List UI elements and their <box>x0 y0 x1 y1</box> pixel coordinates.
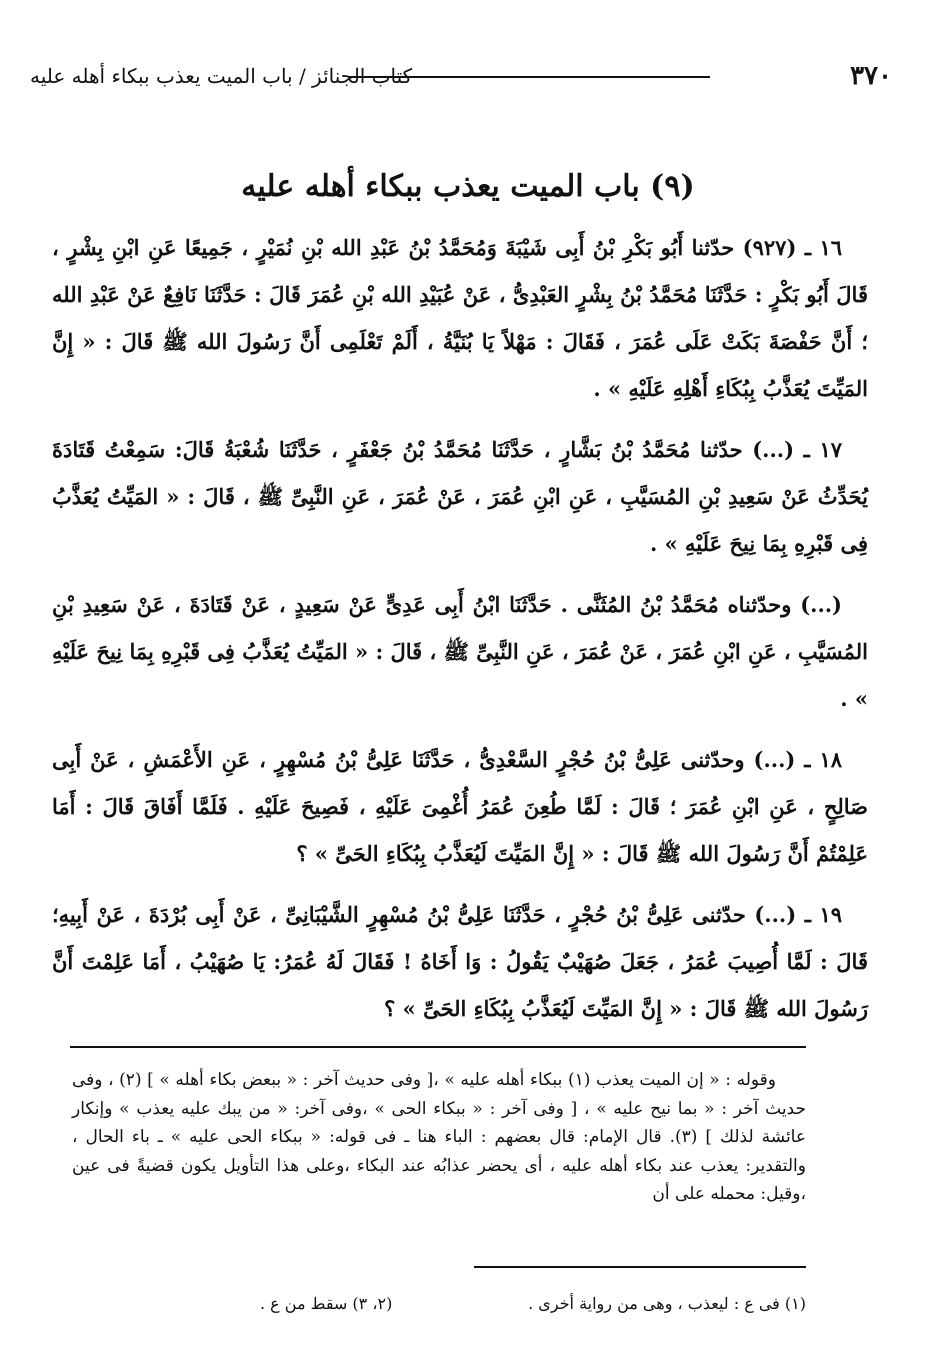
page-number: ٣٧٠ <box>850 61 892 91</box>
hadith-18: ١٨ ـ (...) وحدّثنى عَلِىُّ بْنُ حُجْرٍ السَّعْدِىُّ ، حَدَّثَنَا عَلِىُّ بْنُ مُسْهِرٍ ، عَنِ الأَعْمَشِ ، عَنْ أَبِى صَالِحٍ ، عَنِ ابْنِ عُمَرَ ؛ قَالَ : لَمَّا طُعِنَ عُمَرُ أُغْمِىَ عَلَيْهِ ، فَصِيحَ عَلَيْهِ . فَلَمَّا أَفَاقَ قَالَ : أَمَا عَلِمْتُمْ أَنَّ رَسُولَ الله ﷺ قَالَ : « إِنَّ المَيِّتَ لَيُعَذَّبُ بِبُكَاءِ الحَىِّ » ؟ <box>52 747 868 866</box>
hadith-17: ١٧ ـ (...) حدّثنا مُحَمَّدُ بْنُ بَشَّارٍ ، حَدَّثَنَا مُحَمَّدُ بْنُ جَعْفَرٍ ، حَدَّثَنَا شُعْبَةُ قَالَ: سَمِعْتُ قَتَادَةَ يُحَدِّثُ عَنْ سَعِيدِ بْنِ المُسَيَّبِ ، عَنِ ابْنِ عُمَرَ ، عَنْ عُمَرَ ، عَنِ النَّبِىِّ ﷺ ، قَالَ : « المَيِّتُ يُعَذَّبُ فِى قَبْرِهِ بِمَا نِيحَ عَلَيْهِ » . <box>52 437 868 556</box>
hadith-17-variant: (...) وحدّثناه مُحَمَّدُ بْنُ المُثَنَّى . حَدَّثَنَا ابْنُ أَبِى عَدِىٍّ عَنْ سَعِيدٍ ، عَنْ قَتَادَةَ ، عَنْ سَعِيدِ بْنِ المُسَيَّبِ ، عَنِ ابْنِ عُمَرَ ، عَنْ عُمَرَ ، عَنِ النَّبِىِّ ﷺ ، قَالَ : « المَيِّتُ يُعَذَّبُ فِى قَبْرِهِ بِمَا نِيحَ عَلَيْهِ » . <box>52 592 868 711</box>
hadith-body <box>52 224 868 1046</box>
commentary-section <box>72 1066 806 1209</box>
footnote-2-3: (٢، ٣) سقط من ع . <box>260 1294 393 1313</box>
footnote-1: (١) فى ع : ليعذب ، وهى من رواية أخرى . <box>528 1294 806 1313</box>
commentary-divider <box>70 1046 806 1048</box>
page-header <box>30 58 906 94</box>
running-head: كتاب الجنائز / باب الميت يعذب ببكاء أهله عليه <box>30 64 413 88</box>
hadith-19: ١٩ ـ (...) حدّثنى عَلِىُّ بْنُ حُجْرٍ ، حَدَّثَنَا عَلِىُّ بْنُ مُسْهِرٍ الشَّيْبَانِىِّ ، عَنْ أَبِى بُرْدَةَ ، عَنْ أَبِيهِ؛ قَالَ : لَمَّا أُصِيبَ عُمَرُ ، جَعَلَ صُهَيْبٌ يَقُولُ : وَا أَخَاهُ ! فَقَالَ لَهُ عُمَرُ: يَا صُهَيْبُ ، أَمَا عَلِمْتَ أَنَّ رَسُولَ الله ﷺ قَالَ : « إِنَّ المَيِّتَ لَيُعَذَّبُ بِبُكَاءِ الحَىِّ » ؟ <box>52 902 868 1021</box>
chapter-title: (٩) باب الميت يعذب ببكاء أهله عليه <box>241 169 695 204</box>
hadith-16: ١٦ ـ (٩٢٧) حدّثنا أَبُو بَكْرِ بْنُ أَبِى شَيْبَةَ وَمُحَمَّدُ بْنُ عَبْدِ الله بْنِ نُمَيْرٍ ، جَمِيعًا عَنِ ابْنِ بِشْرٍ ، قَالَ أَبُو بَكْرٍ : حَدَّثَنَا مُحَمَّدُ بْنُ بِشْرٍ العَبْدِىُّ ، عَنْ عُبَيْدِ الله بْنِ عُمَرَ قَالَ : حَدَّثَنَا نَافِعٌ عَنْ عَبْدِ الله ؛ أَنَّ حَفْصَةَ بَكَتْ عَلَى عُمَرَ ، فَقَالَ : مَهْلاً يَا بُنَيَّةُ ، أَلَمْ تَعْلَمِى أَنَّ رَسُولَ الله ﷺ قَالَ : « إِنَّ المَيِّتَ يُعَذَّبُ بِبُكَاءِ أَهْلِهِ عَلَيْهِ » . <box>52 235 868 401</box>
footnote-divider <box>474 1266 806 1268</box>
commentary-text: وقوله : « إن الميت يعذب (١) ببكاء أهله عليه » ،[ وفى حديث آخر : « ببعض بكاء أهله » ] (٢) ، وفى حديث آخر : « بما نيح عليه » ، [ وفى آخر : « ببكاء الحى » ،وفى آخر: « من يبك عليه يعذب » وإنكار عائشة لذلك ] (٣). قال الإمام: قال بعضهم : الباء هنا ـ فى قوله: « ببكاء الحى عليه » ـ باء الحال ، والتقدير: يعذب عند بكاء أهله عليه ، أى يحضر عذابُه عند البكاء ،وعلى هذا التأويل يكون قضيةً فى عين ،وقيل: محمله على أن <box>72 1070 806 1204</box>
